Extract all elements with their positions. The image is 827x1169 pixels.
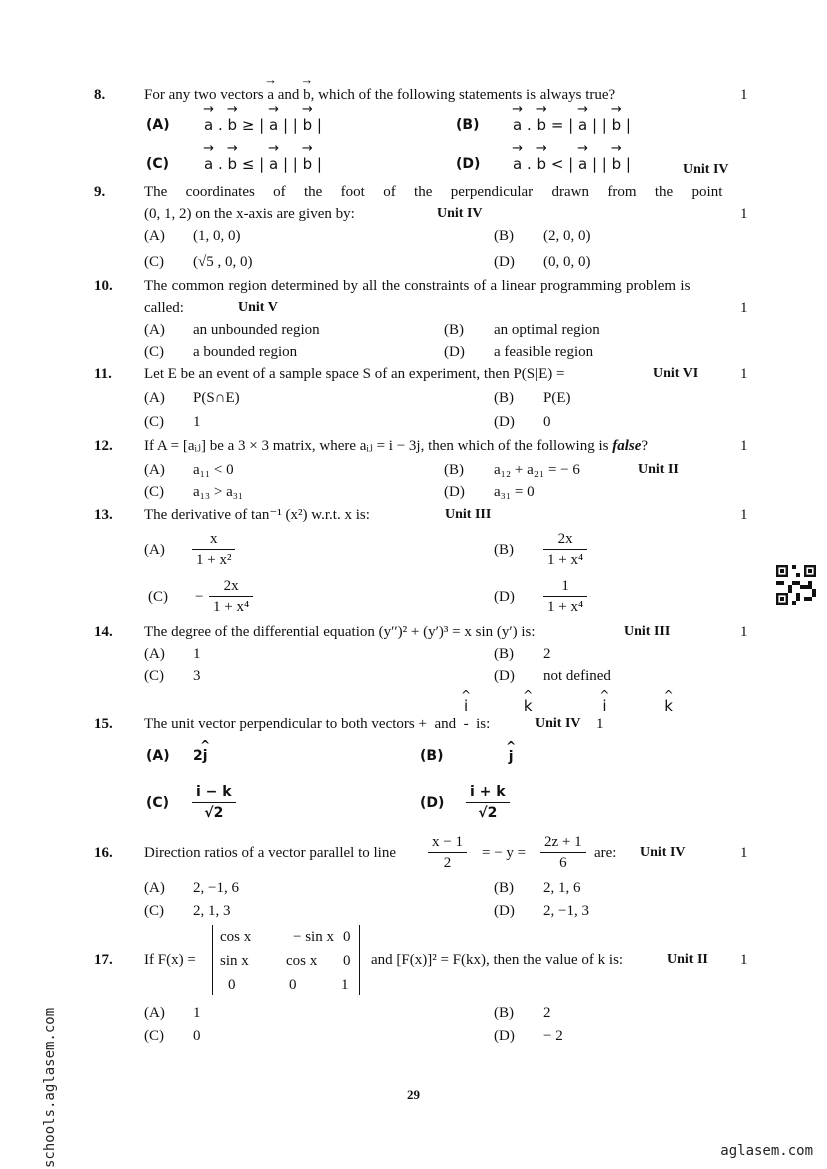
q15-option-a-label: (A) (146, 748, 170, 764)
q11-marks: 1 (740, 366, 748, 382)
q13-text: The derivative of tan⁻¹ (x²) w.r.t. x is: (144, 507, 370, 523)
q10-option-b: an optimal region (494, 322, 600, 338)
q13-number: 13. (94, 507, 113, 523)
q16-option-a-label: (A) (144, 880, 165, 896)
q14-option-b: 2 (543, 646, 551, 662)
q8-option-d: → a . → b < | → a | | → b | (513, 155, 631, 173)
q12-unit: Unit II (638, 462, 679, 477)
q17-option-a: 1 (193, 1005, 201, 1021)
q9-option-a: (1, 0, 0) (193, 228, 241, 244)
q16-fraction-2: $\frac{2z + 1}{6}$ (540, 832, 586, 873)
q14-number: 14. (94, 624, 113, 640)
q11-option-a-label: (A) (144, 390, 165, 406)
q11-option-a: P(S∩E) (193, 390, 240, 406)
q9-unit: Unit IV (437, 206, 483, 221)
footer-site: aglasem.com (720, 1143, 813, 1159)
q11-option-c: 1 (193, 414, 201, 430)
q10-option-d: a feasible region (494, 344, 594, 360)
q14-unit: Unit III (624, 624, 671, 639)
q16-unit: Unit IV (640, 845, 686, 860)
q10-unit: Unit V (238, 300, 278, 315)
q17-rhs: and [F(x)]² = F(kx), then the value of k is: (371, 952, 624, 968)
q17-cell-1-2: − sin x (293, 929, 334, 945)
q16-number: 16. (94, 845, 113, 861)
q17-option-b: 2 (543, 1005, 551, 1021)
q9-option-d: (0, 0, 0) (543, 254, 591, 270)
q12-option-c-label: (C) (144, 484, 164, 500)
q10-option-b-label: (B) (444, 322, 464, 338)
q13-option-b: $\frac{2x}{\text{1 + x⁴}}$ (543, 529, 587, 570)
q15-option-a: 2^ j (193, 747, 208, 765)
q8-text: For any two vectors → a and → b, which of the following statements is always true? (144, 86, 615, 104)
q9-option-b: (2, 0, 0) (543, 228, 591, 244)
q17-cell-3-2: 0 (289, 977, 297, 993)
q14-option-d-label: (D) (494, 668, 515, 684)
q16-are: are: (594, 845, 617, 861)
q15-marks: 1 (596, 716, 604, 732)
q8-option-a: → a . → b ≥ | → a | | → b | (204, 116, 322, 134)
q11-option-c-label: (C) (144, 414, 164, 430)
q13-unit: Unit III (445, 507, 492, 522)
q10-option-d-label: (D) (444, 344, 465, 360)
q17-cell-2-2: cos x (286, 953, 318, 969)
q11-number: 11. (94, 366, 112, 382)
q11-unit: Unit VI (653, 366, 699, 381)
q15-unit: Unit IV (535, 716, 581, 731)
q9-option-c-label: (C) (144, 254, 164, 270)
q16-middle: = − y = (482, 845, 527, 861)
q17-cell-1-3: 0 (343, 929, 351, 945)
q9-number: 9. (94, 184, 106, 200)
q8-unit: Unit IV (683, 162, 729, 177)
q9-marks: 1 (740, 206, 748, 222)
q17-option-d: − 2 (543, 1028, 563, 1044)
q11-option-d-label: (D) (494, 414, 515, 430)
q10-option-c-label: (C) (144, 344, 164, 360)
q17-option-a-label: (A) (144, 1005, 165, 1021)
q15-option-c: $\frac{i - k}{√2}$ (192, 782, 236, 823)
q10-text-line1: The common region determined by all the constraints of a linear programming problem is (144, 278, 691, 294)
q12-option-d-label: (D) (444, 484, 465, 500)
q15-vector-k-2: ^ k (664, 697, 673, 715)
q17-unit: Unit II (667, 952, 708, 967)
q15-vector-k-1: ^ k (524, 697, 533, 715)
q14-text: The degree of the differential equation (y′′)² + (y′)³ = x sin (y′) is: (144, 624, 536, 640)
q12-option-a-label: (A) (144, 462, 165, 478)
q14-option-c-label: (C) (144, 668, 164, 684)
q17-cell-2-1: sin x (220, 953, 249, 969)
q13-option-c: $\frac{2x}{\text{1 + x⁴}}$ (209, 576, 253, 617)
q9-option-c: (√5 , 0, 0) (193, 254, 253, 270)
q10-option-a-label: (A) (144, 322, 165, 338)
q14-option-c: 3 (193, 668, 201, 684)
q16-option-c-label: (C) (144, 903, 164, 919)
q15-option-c-label: (C) (146, 795, 170, 811)
q11-option-b: P(E) (543, 390, 571, 406)
q16-text: Direction ratios of a vector parallel to line (144, 845, 396, 861)
q9-option-a-label: (A) (144, 228, 165, 244)
q12-option-d: a₃₁ = 0 (494, 484, 535, 500)
q16-option-d: 2, −1, 3 (543, 903, 589, 919)
q15-vector-i-1: ^ i (464, 697, 468, 715)
page-number: 29 (407, 1087, 420, 1102)
q17-option-c: 0 (193, 1028, 201, 1044)
q13-option-b-label: (B) (494, 542, 514, 558)
q13-option-d-label: (D) (494, 589, 515, 605)
q11-text: Let E be an event of a sample space S of an experiment, then P(S|E) = (144, 366, 565, 382)
q12-number: 12. (94, 438, 113, 454)
q14-option-b-label: (B) (494, 646, 514, 662)
q10-text-line2: called: (144, 300, 184, 316)
q14-option-a-label: (A) (144, 646, 165, 662)
q14-option-d: not defined (543, 668, 611, 684)
q15-option-d-label: (D) (420, 795, 445, 811)
q8-option-a-label: (A) (146, 117, 170, 133)
q17-marks: 1 (740, 952, 748, 968)
q14-marks: 1 (740, 624, 748, 640)
q15-option-b-label: (B) (420, 748, 444, 764)
qr-code (776, 565, 816, 605)
q13-option-a-label: (A) (144, 542, 165, 558)
q11-option-d: 0 (543, 414, 551, 430)
q8-option-c-label: (C) (146, 156, 170, 172)
q17-lhs: If F(x) = (144, 952, 196, 968)
q16-option-b-label: (B) (494, 880, 514, 896)
q13-option-a: $\frac{x}{\text{1 + x²}}$ (192, 529, 235, 570)
q15-number: 15. (94, 716, 113, 732)
q15-text: The unit vector perpendicular to both vectors + and - is: (144, 716, 491, 732)
q15-option-b: ^ j (509, 748, 514, 766)
q9-option-d-label: (D) (494, 254, 515, 270)
q16-option-b: 2, 1, 6 (543, 880, 581, 896)
q13-option-c-sign: − (195, 589, 204, 605)
q8-option-b: → a . → b = | → a | | → b | (513, 116, 631, 134)
q15-option-d: $\frac{i + k}{√2}$ (466, 782, 510, 823)
q15-vector-i-2: ^ i (602, 697, 606, 715)
q12-option-c: a₁₃ > a₃₁ (193, 484, 244, 500)
q13-option-c-label: (C) (148, 589, 168, 605)
q17-cell-3-1: 0 (228, 977, 236, 993)
q8-option-d-label: (D) (456, 156, 481, 172)
q10-marks: 1 (740, 300, 748, 316)
q9-option-b-label: (B) (494, 228, 514, 244)
side-watermark: schools.aglasem.com (42, 1007, 58, 1168)
q10-option-a: an unbounded region (193, 322, 320, 338)
q17-option-b-label: (B) (494, 1005, 514, 1021)
q16-option-d-label: (D) (494, 903, 515, 919)
q12-marks: 1 (740, 438, 748, 454)
q12-option-a: a₁₁ < 0 (193, 462, 234, 478)
q9-text-line1: The coordinates of the foot of the perpendicular drawn from the point (144, 184, 723, 200)
q13-marks: 1 (740, 507, 748, 523)
q9-text-line2: (0, 1, 2) on the x-axis are given by: (144, 206, 355, 222)
q12-option-b: a₁₂ + a₂₁ = − 6 (494, 462, 580, 478)
q17-cell-1-1: cos x (220, 929, 252, 945)
q16-marks: 1 (740, 845, 748, 861)
q13-option-d: $\frac{1}{\text{1 + x⁴}}$ (543, 576, 587, 617)
q17-cell-2-3: 0 (343, 953, 351, 969)
q8-option-b-label: (B) (456, 117, 480, 133)
q16-option-c: 2, 1, 3 (193, 903, 231, 919)
q8-marks: 1 (740, 87, 748, 103)
q17-cell-3-3: 1 (341, 977, 349, 993)
q17-option-d-label: (D) (494, 1028, 515, 1044)
q17-number: 17. (94, 952, 113, 968)
q17-option-c-label: (C) (144, 1028, 164, 1044)
q16-fraction-1: $\frac{x - 1}{2}$ (428, 832, 467, 873)
q8-option-c: → a . → b ≤ | → a | | → b | (204, 155, 322, 173)
q14-option-a: 1 (193, 646, 201, 662)
q12-option-b-label: (B) (444, 462, 464, 478)
q10-number: 10. (94, 278, 113, 294)
q8-number: 8. (94, 87, 106, 103)
q11-option-b-label: (B) (494, 390, 514, 406)
q16-option-a: 2, −1, 6 (193, 880, 239, 896)
q12-text: If A = [aᵢⱼ] be a 3 × 3 matrix, where aᵢⱼ = i − 3j, then which of the following is false? (144, 438, 649, 454)
q10-option-c: a bounded region (193, 344, 298, 360)
